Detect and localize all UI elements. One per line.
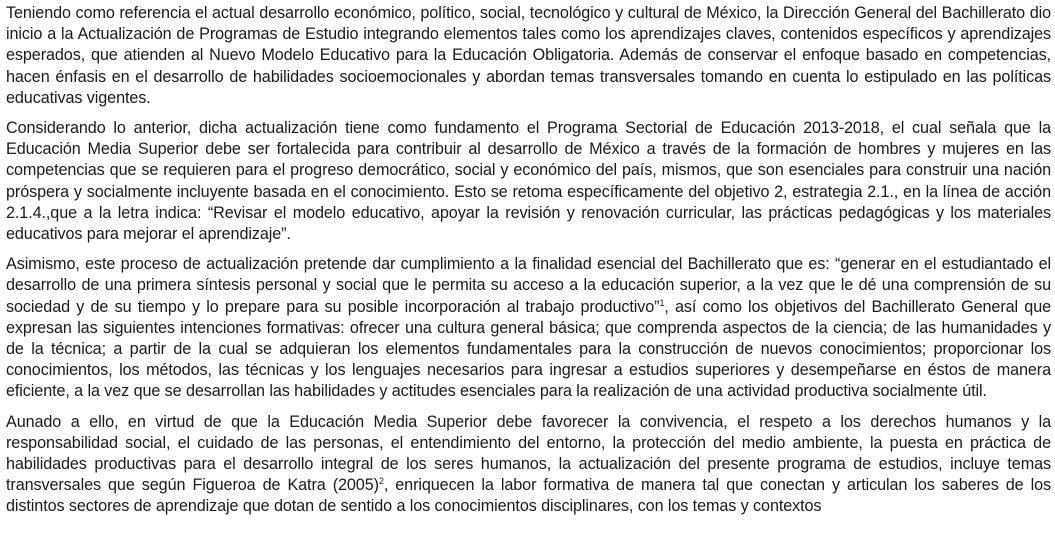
paragraph-3-text-before: Asimismo, este proceso de actualización pretende dar cumplimiento a la finalidad esencial del Bachillerato que es: “generar en el estudiantado el desarrollo de una primera síntesis personal y social que le permita su acceso a la educación superior, a la vez que le dé una comprensión de su sociedad y de su tiempo y lo prepare para su posible incorporación al trabajo productivo” [6, 255, 1051, 316]
paragraph-4-text-before: Aunado a ello, en virtud de que la Educación Media Superior debe favorecer la convivencia, el respeto a los derechos humanos y la responsabilidad social, el cuidado de las personas, el entendimiento del entorno, la protección del medio ambiente, la puesta en práctica de habilidades productivas para el desarrollo integral de los seres humanos, la actualización del presente programa de estudios, incluye temas transversales que según Figueroa de Katra (2005) [6, 412, 1051, 495]
paragraph-4 [0, 412, 1055, 518]
paragraph-1: Teniendo como referencia el actual desarrollo económico, político, social, tecnológico y cultural de México, la Dirección General del Bachillerato dio inicio a la Actualización de Programas de Estudio integrando elementos tales como los aprendizajes claves, contenidos específicos y aprendizajes esperados, que atienden al Nuevo Modelo Educativo para la Educación Obligatoria. Además de conservar el enfoque basado en competencias, hacen énfasis en el desarrollo de habilidades socioemocionales y abordan temas transversales tomando en cuenta lo estipulado en las políticas educativas vigentes. [6, 4, 1051, 107]
paragraph-3 [0, 254, 1055, 402]
footnote-marker-2: 2 [378, 476, 384, 487]
paragraph-3-text-after: , así como los objetivos del Bachillerato General que expresan las siguientes intenciones formativas: ofrecer una cultura general básica; que comprenda aspectos de la ciencia; de las humanidades y de la técnica; a partir de la cual se adquieran los elementos fundamentales para la construcción de nuevos conocimientos; proporcionar los conocimientos, los métodos, las técnicas y los lenguajes necesarios para ingresar a estudios superiores y desempeñarse en éstos de manera eficiente, a la vez que se desarrollan las habilidades y actitudes esenciales para la realización de una actividad productiva socialmente útil. [6, 297, 1052, 401]
footnote-marker-1: 1 [659, 297, 665, 308]
paragraph-2: Considerando lo anterior, dicha actualización tiene como fundamento el Programa Sectorial de Educación 2013-2018, el cual señala que la Educación Media Superior debe ser fortalecida para contribuir al desarrollo de México a través de la formación de hombres y mujeres en las competencias que se requieren para el progreso democrático, social y económico del país, mismos, que son esenciales para construir una nación próspera y socialmente incluyente basada en el conocimiento. Esto se retoma específicamente del objetivo 2, estrategia 2.1., en la línea de acción 2.1.4.,que a la letra indica: “Revisar el modelo educativo, apoyar la revisión y renovación curricular, las prácticas pedagógicas y los materiales educativos para mejorar el aprendizaje”. [6, 119, 1051, 244]
paragraph-4-text-after: , enriquecen la labor formativa de manera tal que conectan y articulan los saberes de los distintos sectores de aprendizaje que dotan de sentido a los conocimientos disciplinares, con los temas y contextos [6, 476, 1051, 516]
